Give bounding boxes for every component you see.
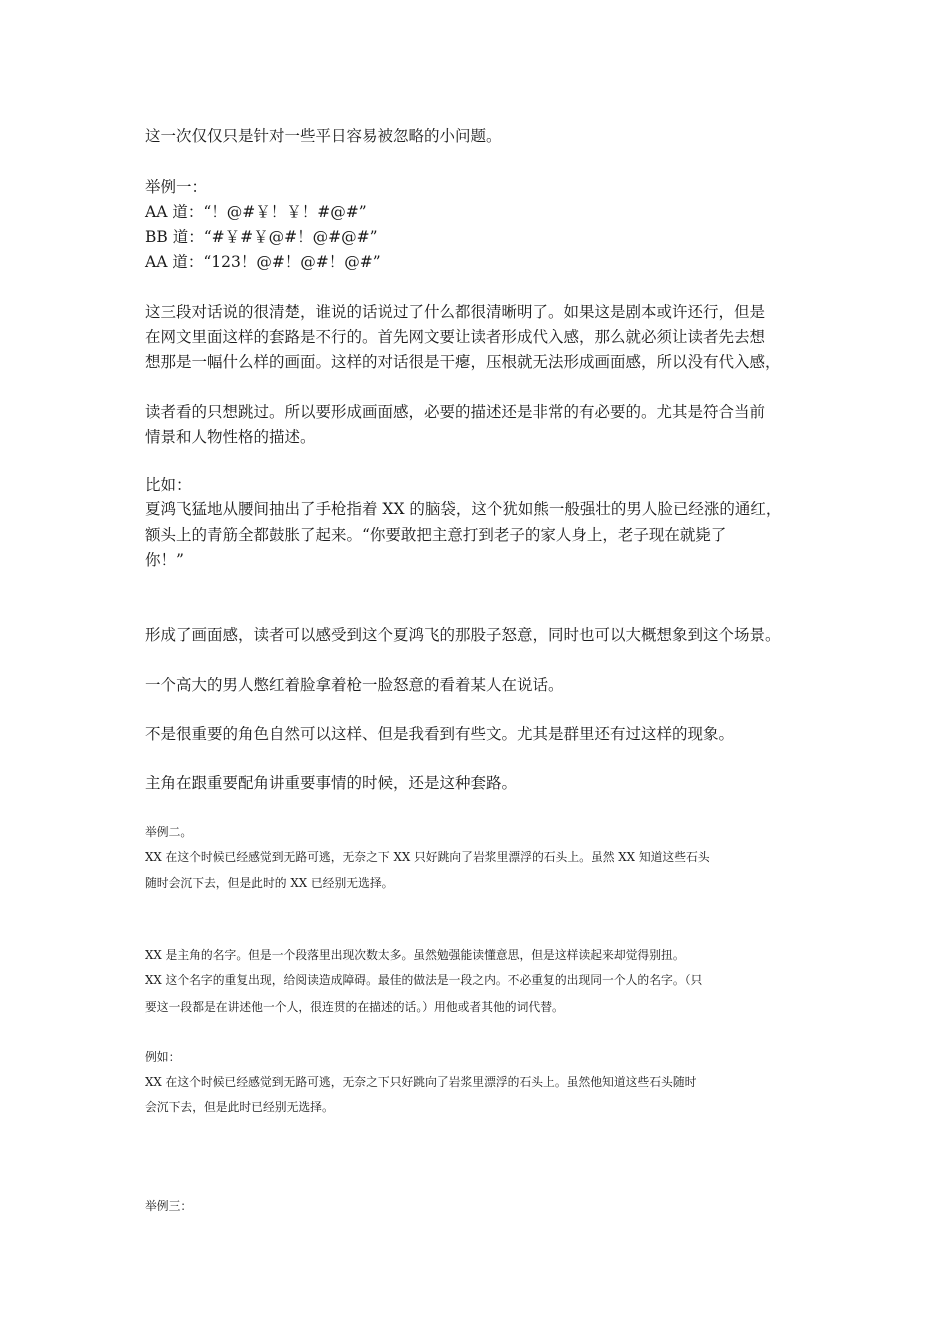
- analysis-line: 在网文里面这样的套路是不行的。首先网文要让读者形成代入感，那么就必须让读者先去想: [145, 328, 766, 346]
- dialogue-line: BB 道：“#￥#￥@#！@#@#”: [145, 228, 378, 246]
- result-paragraph: 不是很重要的角色自然可以这样、但是我看到有些文。尤其是群里还有过这样的现象。: [145, 725, 735, 743]
- revised-line: 会沉下去，但是此时已经别无选择。: [145, 1100, 334, 1114]
- example2-line: 随时会沉下去，但是此时的 XX 已经别无选择。: [145, 876, 394, 890]
- result-paragraph: 主角在跟重要配角讲重要事情的时候，还是这种套路。: [145, 774, 518, 792]
- revised-heading: 例如：: [145, 1050, 181, 1064]
- explanation-line: XX 这个名字的重复出现，给阅读造成障碍。最佳的做法是一段之内。不必重复的出现同一个人的名字。（只: [145, 973, 703, 987]
- comparison-line: 你！”: [145, 551, 184, 569]
- comparison-heading: 比如：: [145, 476, 192, 494]
- explanation-line: XX 是主角的名字。但是一个段落里出现次数太多。虽然勉强能读懂意思，但是这样读起来却觉得别扭。: [145, 948, 685, 962]
- comparison-line: 夏鸿飞猛地从腰间抽出了手枪指着 XX 的脑袋，这个犹如熊一般强壮的男人脸已经涨的通红，: [145, 500, 782, 518]
- result-paragraph: 一个高大的男人憋红着脸拿着枪一脸怒意的看着某人在说话。: [145, 676, 564, 694]
- example2-line: XX 在这个时候已经感觉到无路可逃，无奈之下 XX 只好跳向了岩浆里漂浮的石头上。虽然 XX 知道这些石头: [145, 850, 710, 864]
- analysis-line: 这三段对话说的很清楚，谁说的话说过了什么都很清晰明了。如果这是剧本或许还行，但是: [145, 303, 766, 321]
- comparison-line: 额头上的青筋全都鼓胀了起来。“你要敢把主意打到老子的家人身上，老子现在就毙了: [145, 526, 727, 544]
- revised-line: XX 在这个时候已经感觉到无路可逃，无奈之下只好跳向了岩浆里漂浮的石头上。虽然他知道这些石头随时: [145, 1075, 697, 1089]
- result-paragraph: 形成了画面感，读者可以感受到这个夏鸿飞的那股子怒意，同时也可以大概想象到这个场景。: [145, 626, 781, 644]
- analysis-line: 情景和人物性格的描述。: [145, 428, 316, 446]
- dialogue-line: AA 道：“！@#￥！￥！#@#”: [145, 203, 367, 221]
- example1-heading: 举例一：: [145, 178, 208, 196]
- example2-heading: 举例二。: [145, 825, 193, 839]
- analysis-line: 读者看的只想跳过。所以要形成画面感，必要的描述还是非常的有必要的。尤其是符合当前: [145, 403, 766, 421]
- intro-text: 这一次仅仅只是针对一些平日容易被忽略的小问题。: [145, 127, 502, 145]
- explanation-line: 要这一段都是在讲述他一个人，很连贯的在描述的话。）用他或者其他的词代替。: [145, 1000, 564, 1014]
- analysis-line: 想那是一幅什么样的画面。这样的对话很是干瘪，压根就无法形成画面感，所以没有代入感，: [145, 353, 781, 371]
- dialogue-line: AA 道：“123！@#！@#！@#”: [145, 253, 381, 271]
- example3-heading: 举例三：: [145, 1199, 193, 1213]
